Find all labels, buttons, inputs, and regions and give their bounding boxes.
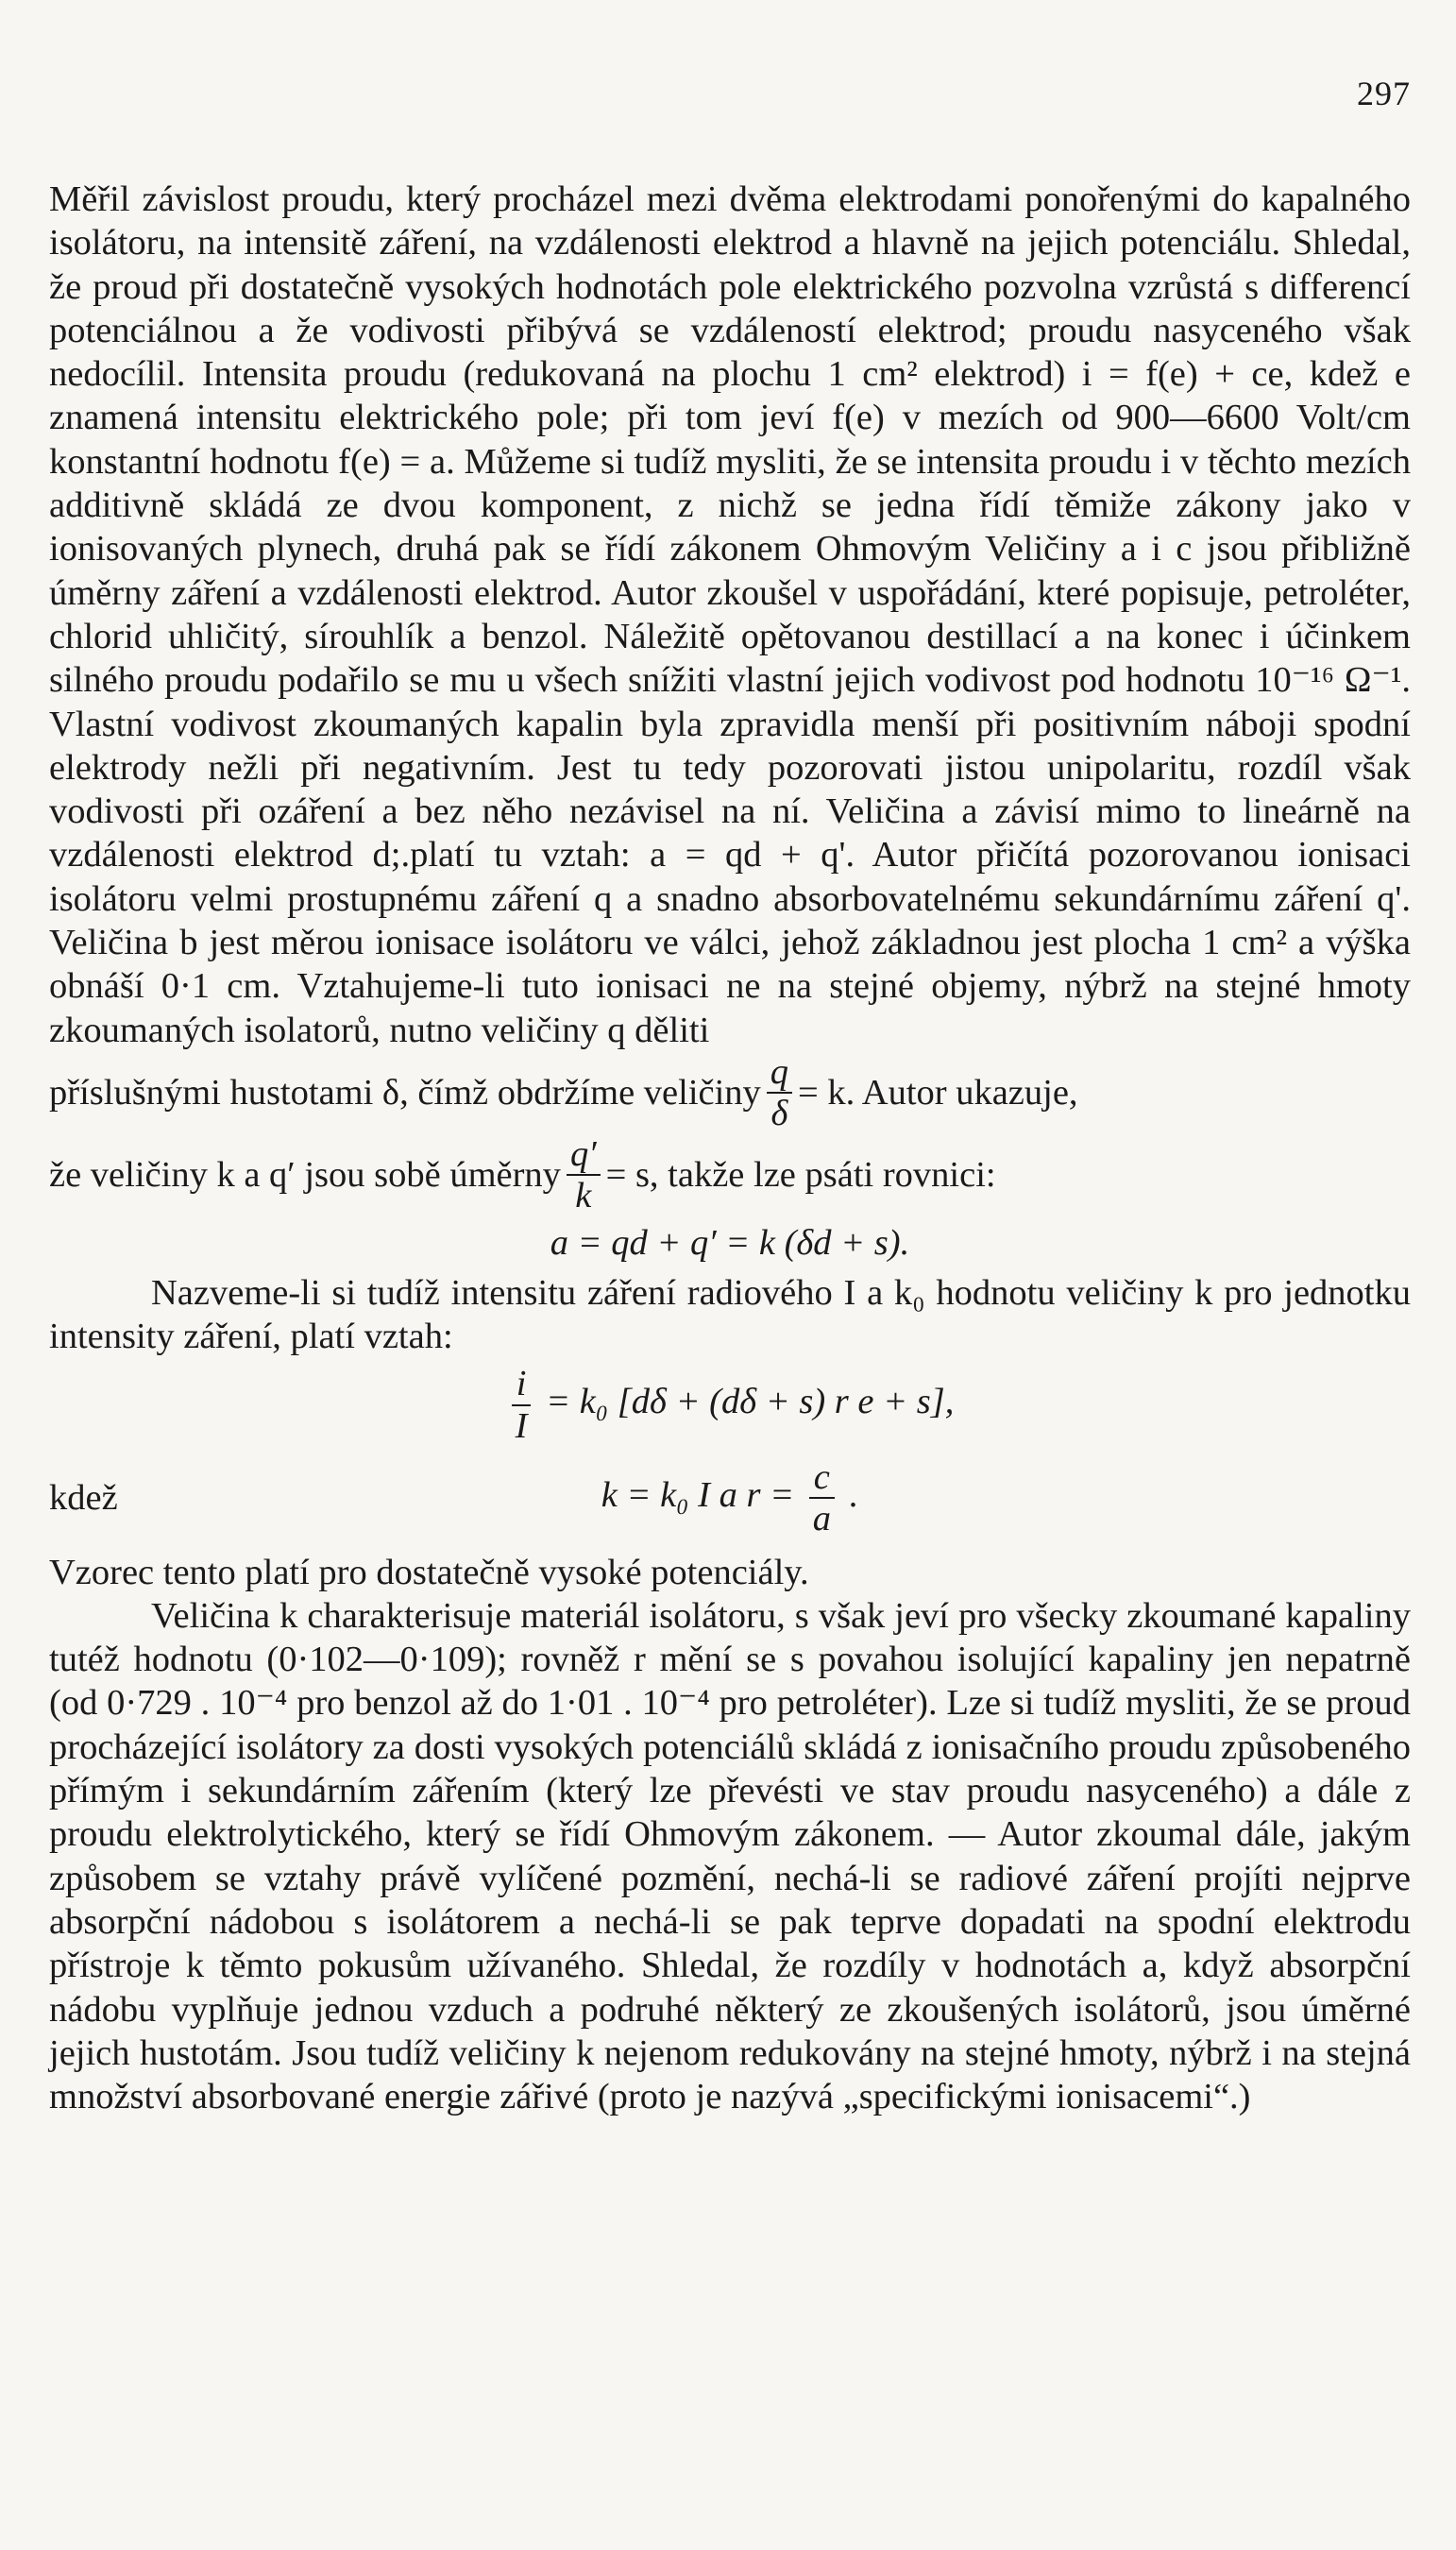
formula-3-post: . xyxy=(849,1475,859,1516)
paragraph-4: Veličina k charakterisuje materiál isolátoru, s však jeví pro všecky zkoumané kapaliny tutéž hodnotu (0·102—0·109); rovněž r mění se s povahou isolující kapaliny jen nepatrně (od 0·729 . 10⁻⁴ pro benzol až do 1·01 . 10⁻⁴ pro petroléter). Lze si tudíž mysliti, že se proud procházející isolátory za dosti vysokých potenciálů skládá z ionisačního proudu způsobeného přímým i sekundárním zářením (který lze převésti ve stav proudu nasyceného) a dále z proudu elektrolytického, který se řídí Ohmovým zákonem. — Autor zkoumal dále, jakým způsobem se vztahy právě vylíčené pozmění, nechá-li se radiové záření projíti nejprve absorpční nádobou s isolátorem a nechá-li se pak teprve dopadati na spodní elektrodu přístroje k těmto pokusům užívaného. Shledal, že rozdíly v hodnotách a, když absorpční nádobu vyplňuje jednou vzduch a podruhé některý ze zkoušených isolátorů, jsou úměrné jejich hustotám. Jsou tudíž veličiny k nejenom redukovány na stejné hmoty, nýbrž i na stejná množství absorbované energie zářivé (proto je nazývá „specifickými ionisacemi“.) xyxy=(49,1595,1411,2117)
fraction-q-over-delta xyxy=(767,1052,792,1134)
fraction-denominator: δ xyxy=(770,1094,788,1134)
article-body xyxy=(49,178,1411,2118)
formula-k xyxy=(238,1457,1222,1539)
fraction-denominator: I xyxy=(515,1405,528,1446)
fraction-i-over-I xyxy=(512,1364,532,1446)
kdez-row xyxy=(49,1457,1411,1539)
fraction-c-over-a xyxy=(809,1457,835,1539)
fraction-numerator: q xyxy=(767,1052,792,1094)
line-umerny-post: = s, takže lze psáti rovnici: xyxy=(605,1154,996,1195)
formula-i-over-I xyxy=(49,1364,1411,1446)
fraction-denominator: a xyxy=(812,1499,831,1539)
line-hustotami xyxy=(49,1052,1411,1134)
fraction-numerator: q′ xyxy=(567,1134,601,1176)
formula-2-rest: = k₀ [dδ + (dδ + s) r e + s], xyxy=(546,1382,955,1422)
formula-a: a = qd + q′ = k (δd + s). xyxy=(550,1223,910,1264)
line-hustotami-post: = k. Autor ukazuje, xyxy=(798,1073,1078,1114)
fraction-denominator: k xyxy=(575,1175,592,1216)
fraction-numerator: i xyxy=(512,1364,532,1405)
line-hustotami-pre: příslušnými hustotami δ, čímž obdržíme veličiny xyxy=(49,1073,761,1114)
fraction-qprime-over-k xyxy=(567,1134,601,1216)
formula-3-pre: k = k₀ I a r = xyxy=(601,1475,795,1516)
paragraph-3: Vzorec tento platí pro dostatečně vysoké potenciály. xyxy=(49,1552,809,1592)
kdez-label: kdež xyxy=(49,1478,118,1519)
line-umerny xyxy=(49,1134,1411,1216)
page-number: 297 xyxy=(1357,75,1411,112)
line-umerny-pre: že veličiny k a q′ jsou sobě úměrny xyxy=(49,1154,561,1195)
fraction-numerator: c xyxy=(809,1457,835,1499)
paragraph-1: Měřil závislost proudu, který procházel mezi dvěma elektrodami ponořenými do kapalného isolátoru, na intensitě záření, na vzdálenosti elektrod a hlavně na jejich potenciálu. Shledal, že proud při dostatečně vysokých hodnotách pole elektrického pozvolna vzrůstá s differencí potenciálnou a že vodivosti přibývá se vzdáleností elektrod; proudu nasyceného však nedocílil. Intensita proudu (redukovaná na plochu 1 cm² elektrod) i = f(e) + ce, kdež e znamená intensitu elektrického pole; při tom jeví f(e) v mezích od 900—6600 Volt/cm konstantní hodnotu f(e) = a. Můžeme si tudíž mysliti, že se intensita proudu i v těchto mezích additivně skládá ze dvou komponent, z nichž se jedna řídí těmiže zákony jako v ionisovaných plynech, druhá pak se řídí zákonem Ohmovým Veličiny a i c jsou přibližně úměrny záření a vzdálenosti elektrod. Autor zkoušel v uspořádání, které popisuje, petroléter, chlorid uhličitý, sírouhlík a benzol. Náležitě opětovanou destillací a na konec i účinkem silného proudu podařilo se mu u všech snížiti vlastní jejich vodivost pod hodnotu 10⁻¹⁶ Ω⁻¹. Vlastní vodivost zkoumaných kapalin byla zpravidla menší při positivním náboji spodní elektrody nežli při negativním. Jest tu tedy pozorovati jistou unipolaritu, rozdíl však vodivosti při ozáření a bez něho nezávisel na ní. Veličina a závisí mimo to lineárně na vzdálenosti elektrod d;.platí tu vztah: a = qd + q'. Autor přičítá pozorovanou ionisaci isolátoru velmi prostupnému záření q a snadno absorbovatelnému sekundárnímu záření q'. Veličina b jest měrou ionisace isolátoru ve válci, jehož základnou jest plocha 1 cm² a výška obnáší 0·1 cm. Vztahujeme-li tuto ionisaci ne na stejné objemy, nýbrž na stejné hmoty zkoumaných isolatorů, nutno veličiny q děliti xyxy=(49,179,1411,1050)
paragraph-2: Nazveme-li si tudíž intensitu záření radiového I a k₀ hodnotu veličiny k pro jednotku intensity záření, platí vztah: xyxy=(49,1272,1411,1356)
